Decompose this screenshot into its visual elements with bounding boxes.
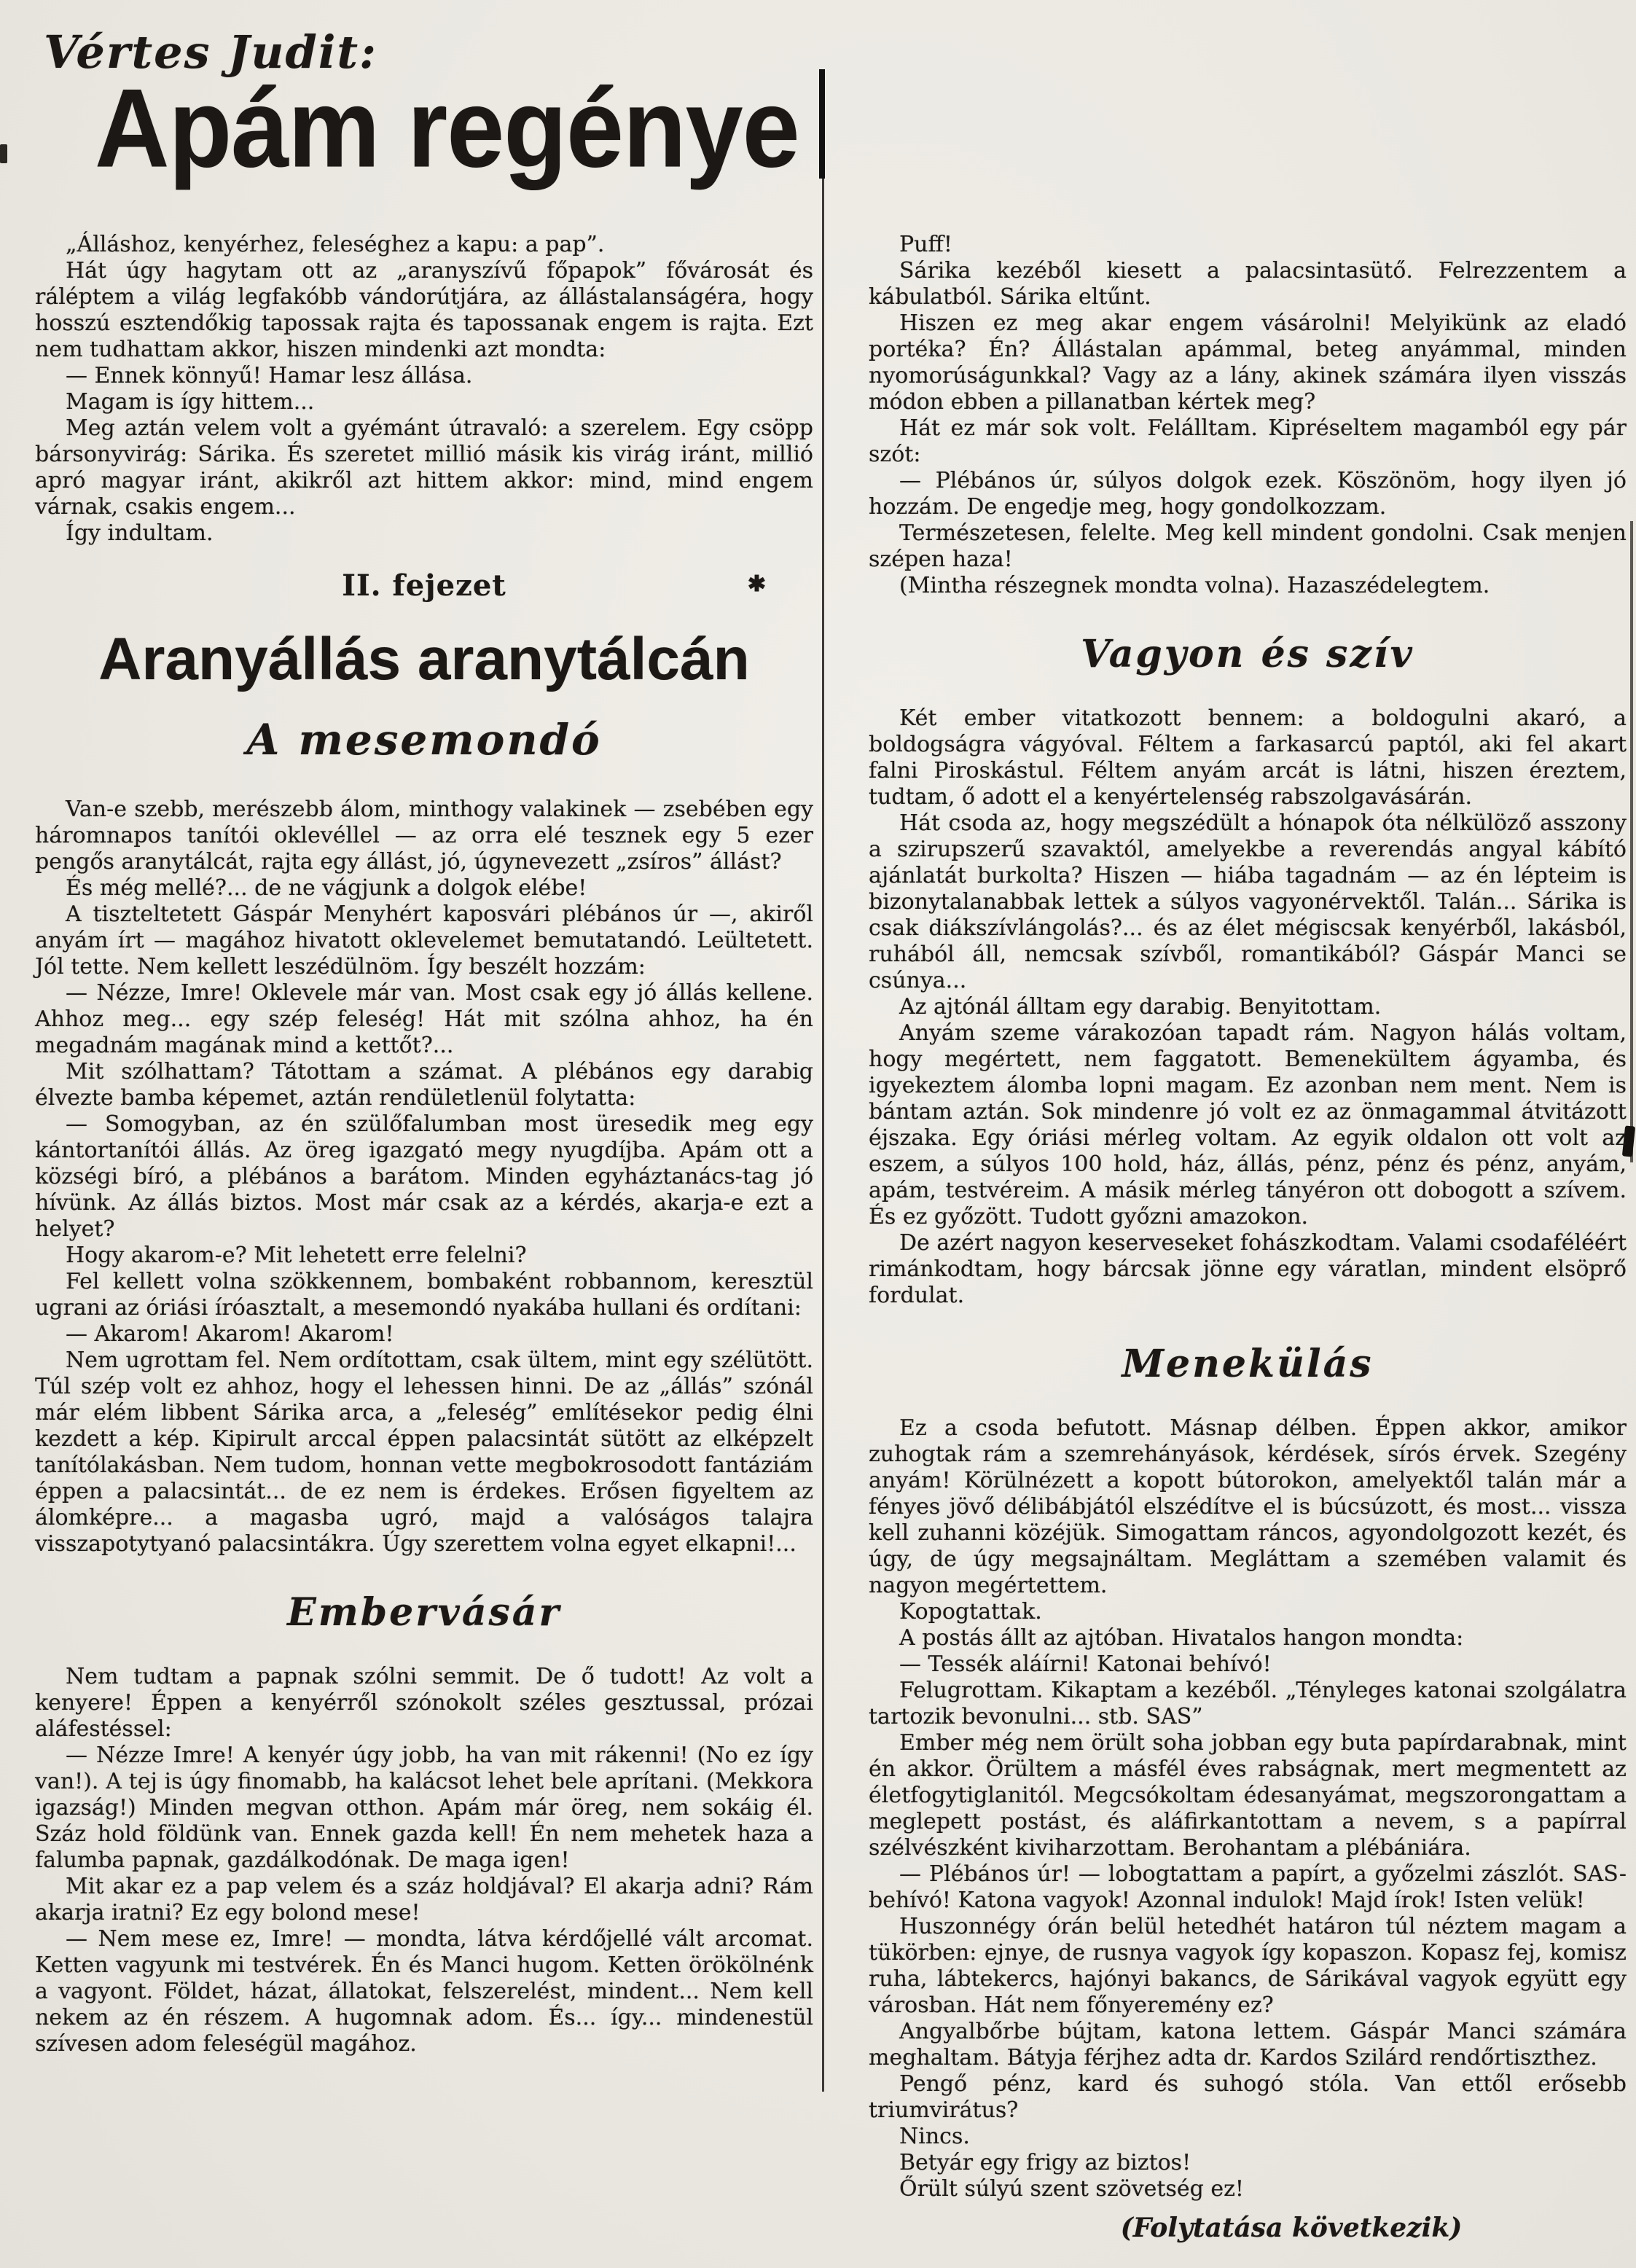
article-title: Apám regénye — [95, 66, 799, 191]
section-title-embervasar: Embervásár — [287, 1589, 561, 1635]
paragraph: Kopogtattak. — [899, 1598, 1042, 1624]
paragraph: — Plébános úr, súlyos dolgok ezek. Köszönöm, hogy ilyen jó hozzám. De engedje meg, hogy gondolkozzam. — [869, 468, 1627, 520]
paragraph: Mit szólhattam? Tátottam a számat. A plébános egy darabig élvezte bamba képemet, aztán rendületlenül folytatta: — [35, 1058, 813, 1111]
paragraph: Hát ez már sok volt. Felálltam. Kipréseltem magamból egy pár szót: — [869, 415, 1627, 467]
paragraph: (Mintha részegnek mondta volna). Hazaszédelegtem. — [899, 573, 1490, 598]
paragraph: — Nézze, Imre! Oklevele már van. Most csak egy jó állás kellene. Ahhoz meg... egy szép feleség! Hát mit szólna ahhoz, ha én megadnám magának mind a kettőt?... — [35, 979, 813, 1058]
paragraph: Huszonnégy órán belül hetedhét határon túl néztem magam a tükörben: ejnye, de rusnya vagyok így kopaszon. Kopasz fej, komisz ruha, lábtekercs, hajónyi bakancs, de Sárikával vagyok együtt egy városban. Hát nem főnyeremény ez? — [869, 1913, 1627, 2018]
author-byline: Vértes Judit: — [44, 26, 377, 79]
paragraph: Betyár egy frigy az biztos! — [899, 2149, 1191, 2175]
paragraph: Meg aztán velem volt a gyémánt útravaló: a szerelem. Egy csöpp bársonyvirág: Sárika. És szeretet millió másik kis virág iránt, millió apró magyar iránt, akikről azt hittem akkor: mind, mind engem várnak, csakis engem... — [35, 415, 813, 520]
paragraph: Sárika kezéből kiesett a palacsintasütő. Felrezzentem a kábulatból. Sárika eltűnt. — [869, 258, 1627, 310]
paragraph: Nincs. — [899, 2123, 970, 2149]
paragraph: A postás állt az ajtóban. Hivatalos hangon mondta: — [899, 1624, 1464, 1651]
scan-edge-mark — [0, 144, 7, 163]
paragraph: „Álláshoz, kenyérhez, feleséghez a kapu: a pap”. — [66, 232, 605, 257]
section-title-menekulas: Menekülás — [1122, 1341, 1374, 1386]
paragraph: És még mellé?... de ne vágjunk a dolgok elébe! — [66, 875, 587, 901]
paragraph: — Somogyban, az én szülőfalumban most üresedik meg egy kántortanítói állás. Az öreg igazgató megy nyugdíjba. Apám ott a községi bíró, a plébános a barátom. Minden egyháztanács-tag jó hívünk. Az állás biztos. Most már csak az a kérdés, akarja-e ezt a helyet? — [35, 1111, 813, 1242]
section-title-vagyon-es-sziv: Vagyon és szív — [1081, 632, 1414, 676]
right-column — [869, 232, 1627, 2244]
continuation-notice: (Folytatása következik) — [1120, 2212, 1463, 2243]
paragraph: Hát úgy hagytam ott az „aranyszívű főpapok” fővárosát és ráléptem a világ legfakóbb vándorútjára, az állástalanságéra, hogy hosszú esztendőkig tapossak rajta és tapossanak engem is rajta. Ezt nem tudhattam akkor, hiszen mindenki azt mondta: — [35, 258, 813, 362]
column-divider-rule-thick — [819, 69, 825, 179]
paragraph: Fel kellett volna szökkennem, bombaként robbannom, keresztül ugrani az óriási íróasztalt, a mesemondó nyakába hullani és ordítani: — [35, 1268, 813, 1321]
paragraph: Hogy akarom-e? Mit lehetett erre felelni? — [66, 1242, 527, 1268]
paragraph: Nem ugrottam fel. Nem ordítottam, csak ültem, mint egy szélütött. Túl szép volt ez ahhoz, hogy el lehessen hinni. De az „állás” szónál már elém libbent Sárika arca, a „feleség” említésekor pedig élni kezdett a kép. Kipirult arccal éppen palacsintát sütött az elképzelt tanítólakásban. Nem tudom, honnan vette megbokrosodott fantáziám éppen a palacsintát... de ez nem is érdekes. Erősen figyeltem az álomképre... a magasba ugró, majd a valóságos talajra visszapotytyanó palacsintákra. Úgy szerettem volna egyet elkapni!... — [35, 1347, 813, 1557]
chapter-title: Aranyállás aranytálcán — [98, 626, 750, 692]
paragraph: Őrült súlyú szent szövetség ez! — [899, 2175, 1244, 2202]
paragraph: Van-e szebb, merészebb álom, minthogy valakinek — zsebében egy háromnapos tanítói oklevéllel — az orra elé tesznek egy 5 ezer pengős aranytálcát, rajta egy állást, jó, úgynevezett „zsíros” állást? — [35, 796, 813, 875]
paragraph: De azért nagyon keserveseket fohászkodtam. Valami csodaféléért rimánkodtam, hogy bárcsak jönne egy váratlan, mindent elsöprő fordulat. — [869, 1229, 1627, 1308]
paragraph: Hát csoda az, hogy megszédült a hónapok óta nélkülöző asszony a szirupszerű szavaktól, amelyekbe a reverendás angyal kábító ajánlatát burkolta? Hiszen — hiába tagadnám — az én lépteim is bizonytalanabbak lettek a súlyos vagyonérvektől. Talán... Sárika is csak diákszívlángolás?... és az élet mégiscsak kenyérből, lakásból, ruhából áll, nemcsak szívből, romantikából? Gáspár Manci se csúnya... — [869, 810, 1627, 993]
paragraph: — Plébános úr! — lobogtattam a papírt, a győzelmi zászlót. SAS-behívó! Katona vagyok! Azonnal indulok! Majd írok! Isten velük! — [869, 1861, 1627, 1913]
flower-ornament-icon: ✱ — [747, 571, 767, 597]
paragraph: Anyám szeme várakozóan tapadt rám. Nagyon hálás voltam, hogy megértett, nem faggatott. Bemenekültem ágyamba, és igyekeztem álomba lopni magam. Ez azonban nem ment. Nem is bántam aztán. Sok mindenre jó volt ez az önmagammal átvitázott éjszaka. Egy óriási mérleg voltam. Az egyik oldalon ott volt az eszem, a súlyos 100 hold, ház, állás, pénz, pénz és pénz, anyám, apám, testvéreim. A másik mérleg tányéron ott dobogott a szívem. És ez győzött. Tudott győzni amazokon. — [869, 1020, 1627, 1229]
paragraph: — Nem mese ez, Imre! — mondta, látva kérdőjellé vált arcomat. Ketten vagyunk mi testvérek. Én és Manci hugom. Ketten örökölnénk a vagyont. Földet, házat, állatokat, felszerelést, mindent... Nem kell nekem az én részem. A hugomnak adom. És... így... mindenestül szívesen adom feleségül magához. — [35, 1925, 813, 2057]
right-edge-rule — [1630, 521, 1633, 1162]
paragraph: Így indultam. — [66, 520, 214, 546]
section-title-mesemondo: A mesemondó — [246, 715, 602, 765]
paragraph: Két ember vitatkozott bennem: a boldogulni akaró, a boldogságra vágyóval. Féltem a farkasarcú paptól, aki fel akart falni Piroskástul. Féltem anyám arcát is látni, hiszen éreztem, tudtam, ő adott el a kenyértelenség rabszolgavásárán. — [869, 705, 1627, 810]
chapter-label: II. fejezet — [342, 568, 506, 603]
paragraph: Pengő pénz, kard és suhogó stóla. Van ettől erősebb triumvirátus? — [869, 2070, 1627, 2123]
paragraph: Puff! — [899, 232, 952, 257]
paragraph: Mit akar ez a pap velem és a száz holdjával? El akarja adni? Rám akarja iratni? Ez egy bolond mese! — [35, 1873, 813, 1925]
paragraph: — Tessék aláírni! Katonai behívó! — [899, 1651, 1272, 1677]
paragraph: Az ajtónál álltam egy darabig. Benyitottam. — [899, 993, 1382, 1020]
paragraph: — Nézze Imre! A kenyér úgy jobb, ha van mit rákenni! (No ez így van!). A tej is úgy finomabb, ha kalácsot lehet bele aprítani. (Mekkora igazság!) Minden megvan otthon. Apám már öreg, nem sokáig él. Száz hold földünk van. Ennek gazda kell! Én nem mehetek haza a falumba papnak, gazdálkodónak. De maga igen! — [35, 1742, 813, 1873]
paragraph: Angyalbőrbe bújtam, katona lettem. Gáspár Manci számára meghaltam. Bátyja férjhez adta dr. Kardos Szilárd rendőrtiszthez. — [869, 2018, 1627, 2070]
left-column — [35, 232, 813, 2057]
paragraph: A tiszteltetett Gáspár Menyhért kaposvári plébános úr —, akiről anyám írt — magához hivatott oklevelemet bemutatandó. Leültetett. Jól tette. Nem kellett leszédülnöm. Így beszélt hozzám: — [35, 901, 813, 979]
paragraph: — Ennek könnyű! Hamar lesz állása. — [66, 363, 473, 388]
paragraph: Ember még nem örült soha jobban egy buta papírdarabnak, mint én akkor. Örültem a másfél éves rabságnak, mert megmentett az életfogytiglanitól. Megcsókoltam édesanyámat, megszorongattam a meglepett postást, és aláfirkantottam a nevem, s a papírral szélvészként kiviharzottam. Berohantam a plébániára. — [869, 1729, 1627, 1861]
paragraph: Felugrottam. Kikaptam a kezéből. „Tényleges katonai szolgálatra tartozik bevonulni... stb. SAS” — [869, 1677, 1627, 1729]
paragraph: Természetesen, felelte. Meg kell mindent gondolni. Csak menjen szépen haza! — [869, 520, 1627, 572]
paragraph: Hiszen ez meg akar engem vásárolni! Melyikünk az eladó portéka? Én? Állástalan apámmal, beteg anyámmal, minden nyomorúságunkkal? Vagy az a lány, akinek számára ilyen visszás módon ebben a pillanatban kértek meg? — [869, 310, 1627, 415]
paragraph: Magam is így hittem... — [66, 389, 315, 415]
paragraph: Nem tudtam a papnak szólni semmit. De ő tudott! Az volt a kenyere! Éppen a kenyérről szónokolt széles gesztussal, prózai aláfestéssel: — [35, 1663, 813, 1742]
column-divider-rule — [822, 69, 824, 2092]
paragraph: Ez a csoda befutott. Másnap délben. Éppen akkor, amikor zuhogtak rám a szemrehányások, kérdések, sírós érvek. Szegény anyám! Körülnézett a kopott bútorokon, amelyektől talán már a fényes jövő délibábjától elszédítve el is búcsúzott, és most... vissza kell zuhanni közéjük. Simogattam ráncos, agyondolgozott kezét, és úgy, de úgy megsajnáltam. Megláttam a szemében valamit és nagyon megértettem. — [869, 1415, 1627, 1598]
paragraph: — Akarom! Akarom! Akarom! — [66, 1321, 394, 1347]
chapter-heading — [35, 568, 813, 603]
